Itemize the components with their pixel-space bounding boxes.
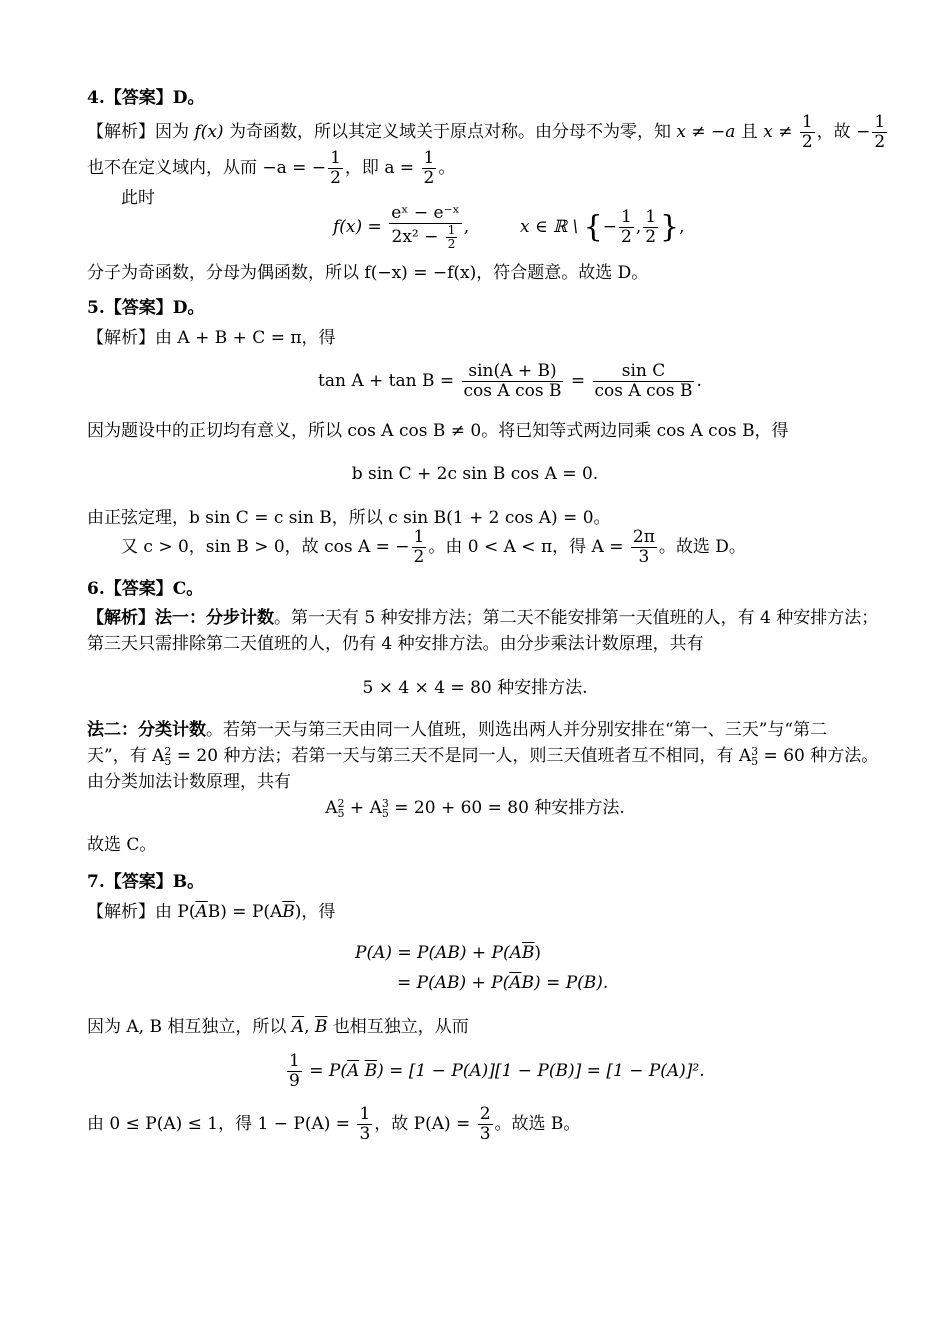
fraction-half-small: $\frac{1}{2}$ — [447, 223, 456, 251]
q4-line-2: 也不在定义域内，从而 −a = − $\frac{1}{2}$ ，即 a = $\frac{1}{2}$ 。 — [87, 148, 456, 188]
q6-line-3: 法二：分类计数。若第一天与第三天由同一人值班，则选出两人并分别安排在“第一、三天”与“第二 — [87, 720, 828, 740]
q7-equation-1: $P(A) = P(AB) + P(A\overline{B})$ — [355, 943, 542, 963]
q6-equation-2: A 2 5 + A 3 5 = 20 + 60 = 80 种安排方法. — [325, 796, 625, 820]
q5-line-2: 因为题设中的正切均有意义，所以 cos A cos B ≠ 0。将已知等式两边同乘 cos A cos B，得 — [87, 421, 789, 441]
q5-line-4: 又 c > 0，sin B > 0，故 cos A = − $\frac{1}{2}$ 。由 0 < A < π，得 A = $\frac{2\pi}{3}$ 。故选 D。 — [121, 527, 746, 567]
q5-equation-1: tan A + tan B = $\frac{\sin(A + B)}{\text{cos A cos B}}$ = $\frac{\text{sin C}}{\text{cos A cos B}}$ . — [318, 361, 702, 401]
q6-equation-1: 5 × 4 × 4 = 80 种安排方法. — [362, 678, 588, 698]
fraction-half: $\frac{1}{2}$ — [801, 112, 813, 152]
fraction-sinAB: $\frac{\sin(A + B)}{\text{cos A cos B}}$ — [463, 361, 562, 401]
fraction-1-9: $\frac{1}{9}$ — [289, 1051, 300, 1091]
perm-scripts: 2 5 — [164, 744, 172, 768]
fraction-half: $\frac{1}{2}$ — [620, 207, 632, 247]
q4-line-3: 此时 — [121, 188, 155, 208]
fraction-1-3: $\frac{1}{3}$ — [359, 1104, 371, 1144]
q5-line-3: 由正弦定理，b sin C = c sin B，所以 c sin B(1 + 2 cos A) = 0。 — [87, 508, 611, 528]
q6-heading: 6.【答案】C。 — [87, 579, 204, 599]
q6-line-4: 天”，有 A 2 5 = 20 种方法；若第一天与第三天不是同一人，则三天值班者互不相同，有 A 3 5 = 60 种方法。 — [87, 744, 879, 768]
q6-line-5: 由分类加法计数原理，共有 — [87, 772, 291, 792]
q6-line-6: 故选 C。 — [87, 835, 157, 855]
q7-equation-2: = $P(AB) + P(\overline{A}B) = P(B)$. — [397, 973, 609, 993]
q7-equation-3: $\frac{1}{9}$ = $P(\overline{A}$ $\overline{B}) = [1 - P(A)][1 - P(B)] = [1 - P(A)]^2$. — [289, 1051, 705, 1091]
q7-line-1: 【解析】由 $P(\overline{A}B) = P(A\overline{B})$，得 — [87, 902, 336, 922]
fraction-2-3: $\frac{2}{3}$ — [479, 1104, 491, 1144]
fraction-2pi-3: $\frac{2\pi}{3}$ — [632, 527, 655, 567]
q6-line-2: 第三天只需排除第二天值班的人，仍有 4 种安排方法。由分步乘法计数原理，共有 — [87, 634, 704, 654]
q4-equation: f(x) = eˣ − e⁻ˣ 2x² − $\frac{1}{2}$ , x ∈ ℝ \ {− $\frac{1}{2}$ , $\frac{1}{2}$ }, — [333, 203, 685, 251]
q5-line-1: 【解析】由 A + B + C = π，得 — [87, 328, 336, 348]
q4-heading: 4.【答案】D。 — [87, 88, 205, 108]
fraction-half: $\frac{1}{2}$ — [413, 527, 425, 567]
q4-line-4: 分子为奇函数，分母为偶函数，所以 f(−x) = −f(x)，符合题意。故选 D。 — [87, 263, 649, 283]
fraction-half: $\frac{1}{2}$ — [330, 148, 341, 188]
fraction-sinC: $\frac{\text{sin C}}{\text{cos A cos B}}$ — [594, 361, 693, 401]
perm-scripts: 3 5 — [751, 744, 759, 768]
fraction-fx: eˣ − e⁻ˣ 2x² − $\frac{1}{2}$ — [391, 203, 460, 251]
fraction-half: $\frac{1}{2}$ — [423, 148, 435, 188]
fraction-half: $\frac{1}{2}$ — [874, 112, 886, 152]
q5-heading: 5.【答案】D。 — [87, 298, 205, 318]
q5-equation-2: b sin C + 2c sin B cos A = 0. — [351, 464, 599, 484]
fraction-half: $\frac{1}{2}$ — [645, 207, 657, 247]
q7-line-2: 因为 A, B 相互独立，所以 $\overline{A}$, $\overline{B}$ 也相互独立，从而 — [87, 1017, 469, 1037]
q4-line-1: 【解析】因为 f(x) 为奇函数，所以其定义域关于原点对称。由分母不为零，知 x ≠ −a 且 x ≠ $\frac{1}{2}$ ，故 − $\frac{1}{2}$ — [87, 112, 886, 152]
q6-line-1: 【解析】法一：分步计数。第一天有 5 种安排方法；第二天不能安排第一天值班的人，有 4 种安排方法； — [87, 608, 879, 628]
q7-heading: 7.【答案】B。 — [87, 872, 205, 892]
q7-line-3: 由 0 ≤ P(A) ≤ 1，得 1 − P(A) = $\frac{1}{3}$ ，故 P(A) = $\frac{2}{3}$ 。故选 B。 — [87, 1104, 581, 1144]
